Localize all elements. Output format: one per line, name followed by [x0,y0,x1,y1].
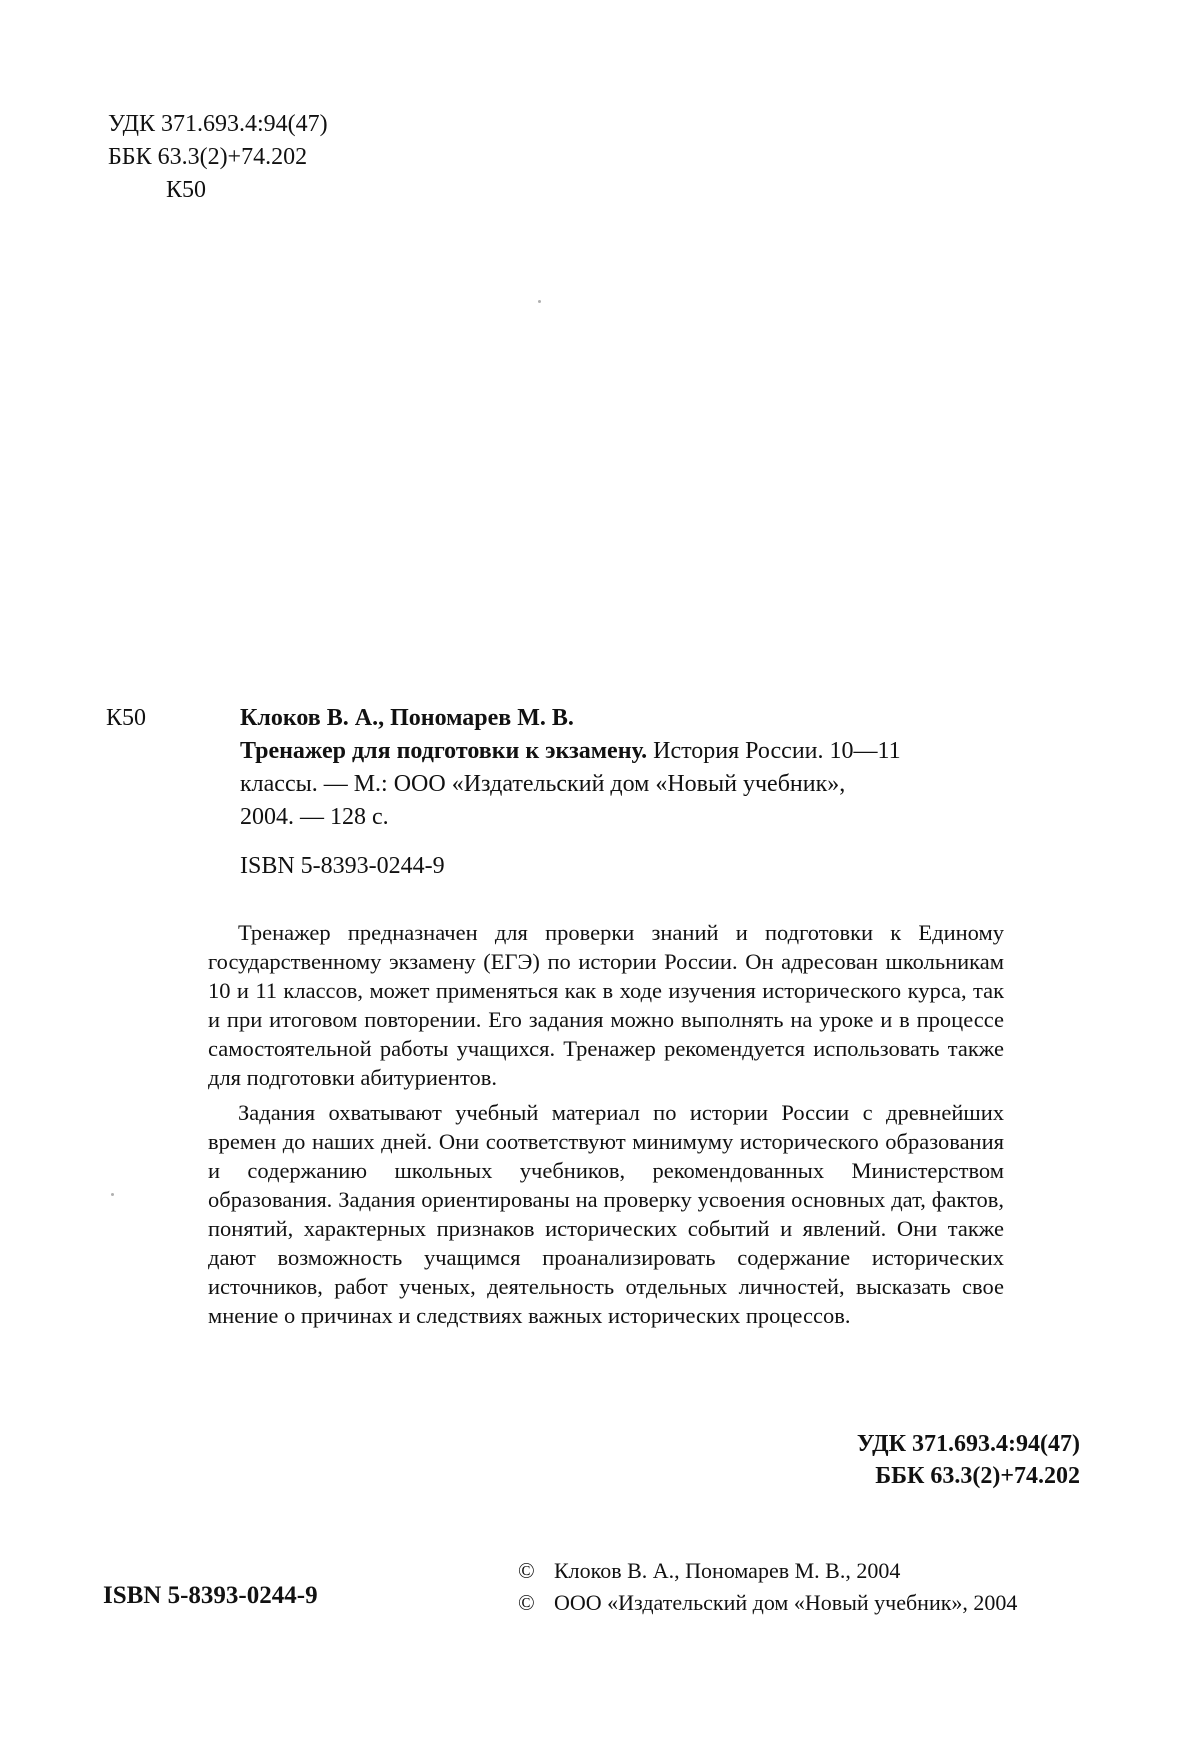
entry-isbn: ISBN 5-8393-0244-9 [240,850,1000,883]
bibliographic-entry [240,702,1000,883]
copyright-line-authors [518,1555,1017,1587]
bbk-code: ББК 63.3(2)+74.202 [108,141,328,174]
isbn-bottom: ISBN 5-8393-0244-9 [103,1582,318,1610]
bbk-code-bottom: ББК 63.3(2)+74.202 [857,1460,1080,1492]
copyright-line-publisher [518,1587,1017,1619]
title-verso-page [0,0,1200,1749]
classification-codes-bottom [857,1428,1080,1492]
entry-title-rest: История России. 10—11 [647,738,901,764]
copyright-block [518,1555,1017,1619]
udk-code-bottom: УДК 371.693.4:94(47) [857,1428,1080,1460]
udk-code: УДК 371.693.4:94(47) [108,108,328,141]
entry-year-pages: 2004. — 128 с. [240,801,1000,834]
copyright-icon: © [518,1587,554,1619]
entry-publisher-line: классы. — М.: ООО «Издательский дом «Новый учебник», [240,768,1000,801]
entry-authors: Клоков В. А., Пономарев М. В. [240,702,1000,735]
author-sign: К50 [108,174,328,207]
scan-speck [538,300,541,303]
abstract-paragraph-2: Задания охватывают учебный материал по истории России с древнейших времен до наших дней. Они соответствуют минимуму исторического образования и содержанию школьных учебников, рекомендованных Министерством образования. Задания ориентированы на проверку усвоения основных дат, фактов, понятий, характерных признаков исторических событий и явлений. Они также дают возможность учащимся проанализировать содержание исторических источников, работ ученых, деятельность отдельных личностей, высказать свое мнение о причинах и следствиях важных исторических процессов. [208,1098,1004,1330]
copyright-publisher: ООО «Издательский дом «Новый учебник», 2004 [554,1590,1017,1615]
copyright-icon: © [518,1555,554,1587]
entry-title-line [240,735,1000,768]
copyright-authors: Клоков В. А., Пономарев М. В., 2004 [554,1558,900,1583]
entry-author-sign: К50 [106,702,146,735]
scan-speck [111,1193,114,1196]
abstract-paragraph-1: Тренажер предназначен для проверки знаний и подготовки к Единому государственному экзамену (ЕГЭ) по истории России. Он адресован школьникам 10 и 11 классов, может применяться как в ходе изучения исторического курса, так и при итоговом повторении. Его задания можно выполнять на уроке и в процессе самостоятельной работы учащихся. Тренажер рекомендуется использовать также для подготовки абитуриентов. [208,918,1004,1092]
classification-codes-top [108,108,328,207]
abstract [208,918,1004,1330]
entry-title: Тренажер для подготовки к экзамену. [240,738,647,764]
